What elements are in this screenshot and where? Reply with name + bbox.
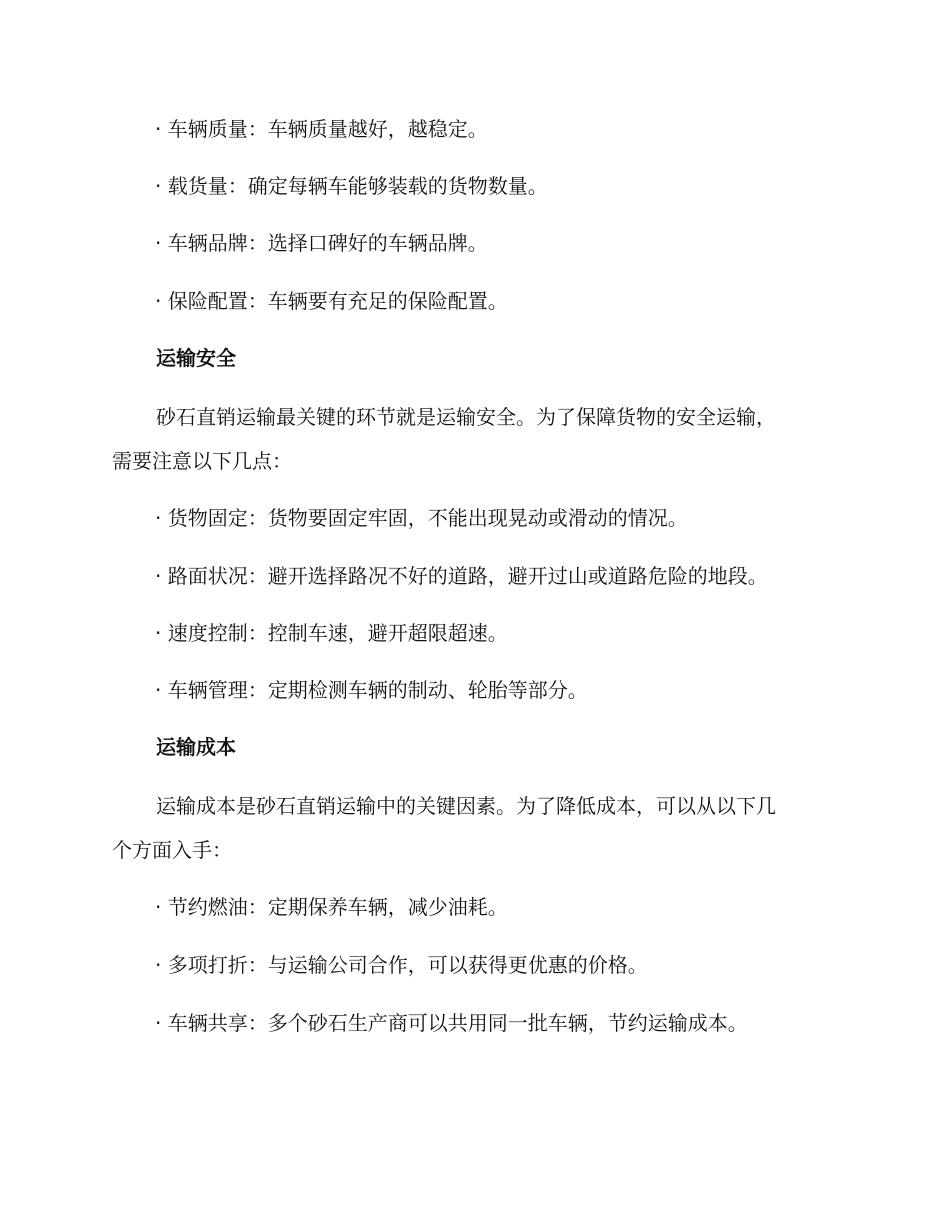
cost-paragraph-line2: 个方面入手：	[112, 838, 232, 862]
bullet-discounts: · 多项打折：与运输公司合作，可以获得更优惠的价格。	[155, 953, 648, 977]
bullet-cargo-fixing: · 货物固定：货物要固定牢固，不能出现晃动或滑动的情况。	[155, 506, 688, 530]
safety-paragraph-line2: 需要注意以下几点：	[112, 449, 292, 473]
bullet-save-fuel: · 节约燃油：定期保养车辆，减少油耗。	[155, 895, 508, 919]
bullet-load-capacity: · 载货量：确定每辆车能够装载的货物数量。	[155, 174, 548, 198]
bullet-speed-control: · 速度控制：控制车速，避开超限超速。	[155, 621, 508, 645]
cost-paragraph-line1: 运输成本是砂石直销运输中的关键因素。为了降低成本，可以从以下几	[156, 794, 776, 818]
heading-transport-safety: 运输安全	[156, 346, 236, 370]
safety-paragraph-line1: 砂石直销运输最关键的环节就是运输安全。为了保障货物的安全运输，	[156, 405, 776, 429]
bullet-insurance: · 保险配置：车辆要有充足的保险配置。	[155, 289, 508, 313]
bullet-vehicle-quality: · 车辆质量：车辆质量越好，越稳定。	[155, 117, 488, 141]
bullet-vehicle-management: · 车辆管理：定期检测车辆的制动、轮胎等部分。	[155, 678, 588, 702]
bullet-road-condition: · 路面状况：避开选择路况不好的道路，避开过山或道路危险的地段。	[155, 564, 768, 588]
bullet-vehicle-brand: · 车辆品牌：选择口碑好的车辆品牌。	[155, 231, 488, 255]
heading-transport-cost: 运输成本	[156, 735, 236, 759]
bullet-vehicle-sharing: · 车辆共享：多个砂石生产商可以共用同一批车辆，节约运输成本。	[155, 1011, 748, 1035]
